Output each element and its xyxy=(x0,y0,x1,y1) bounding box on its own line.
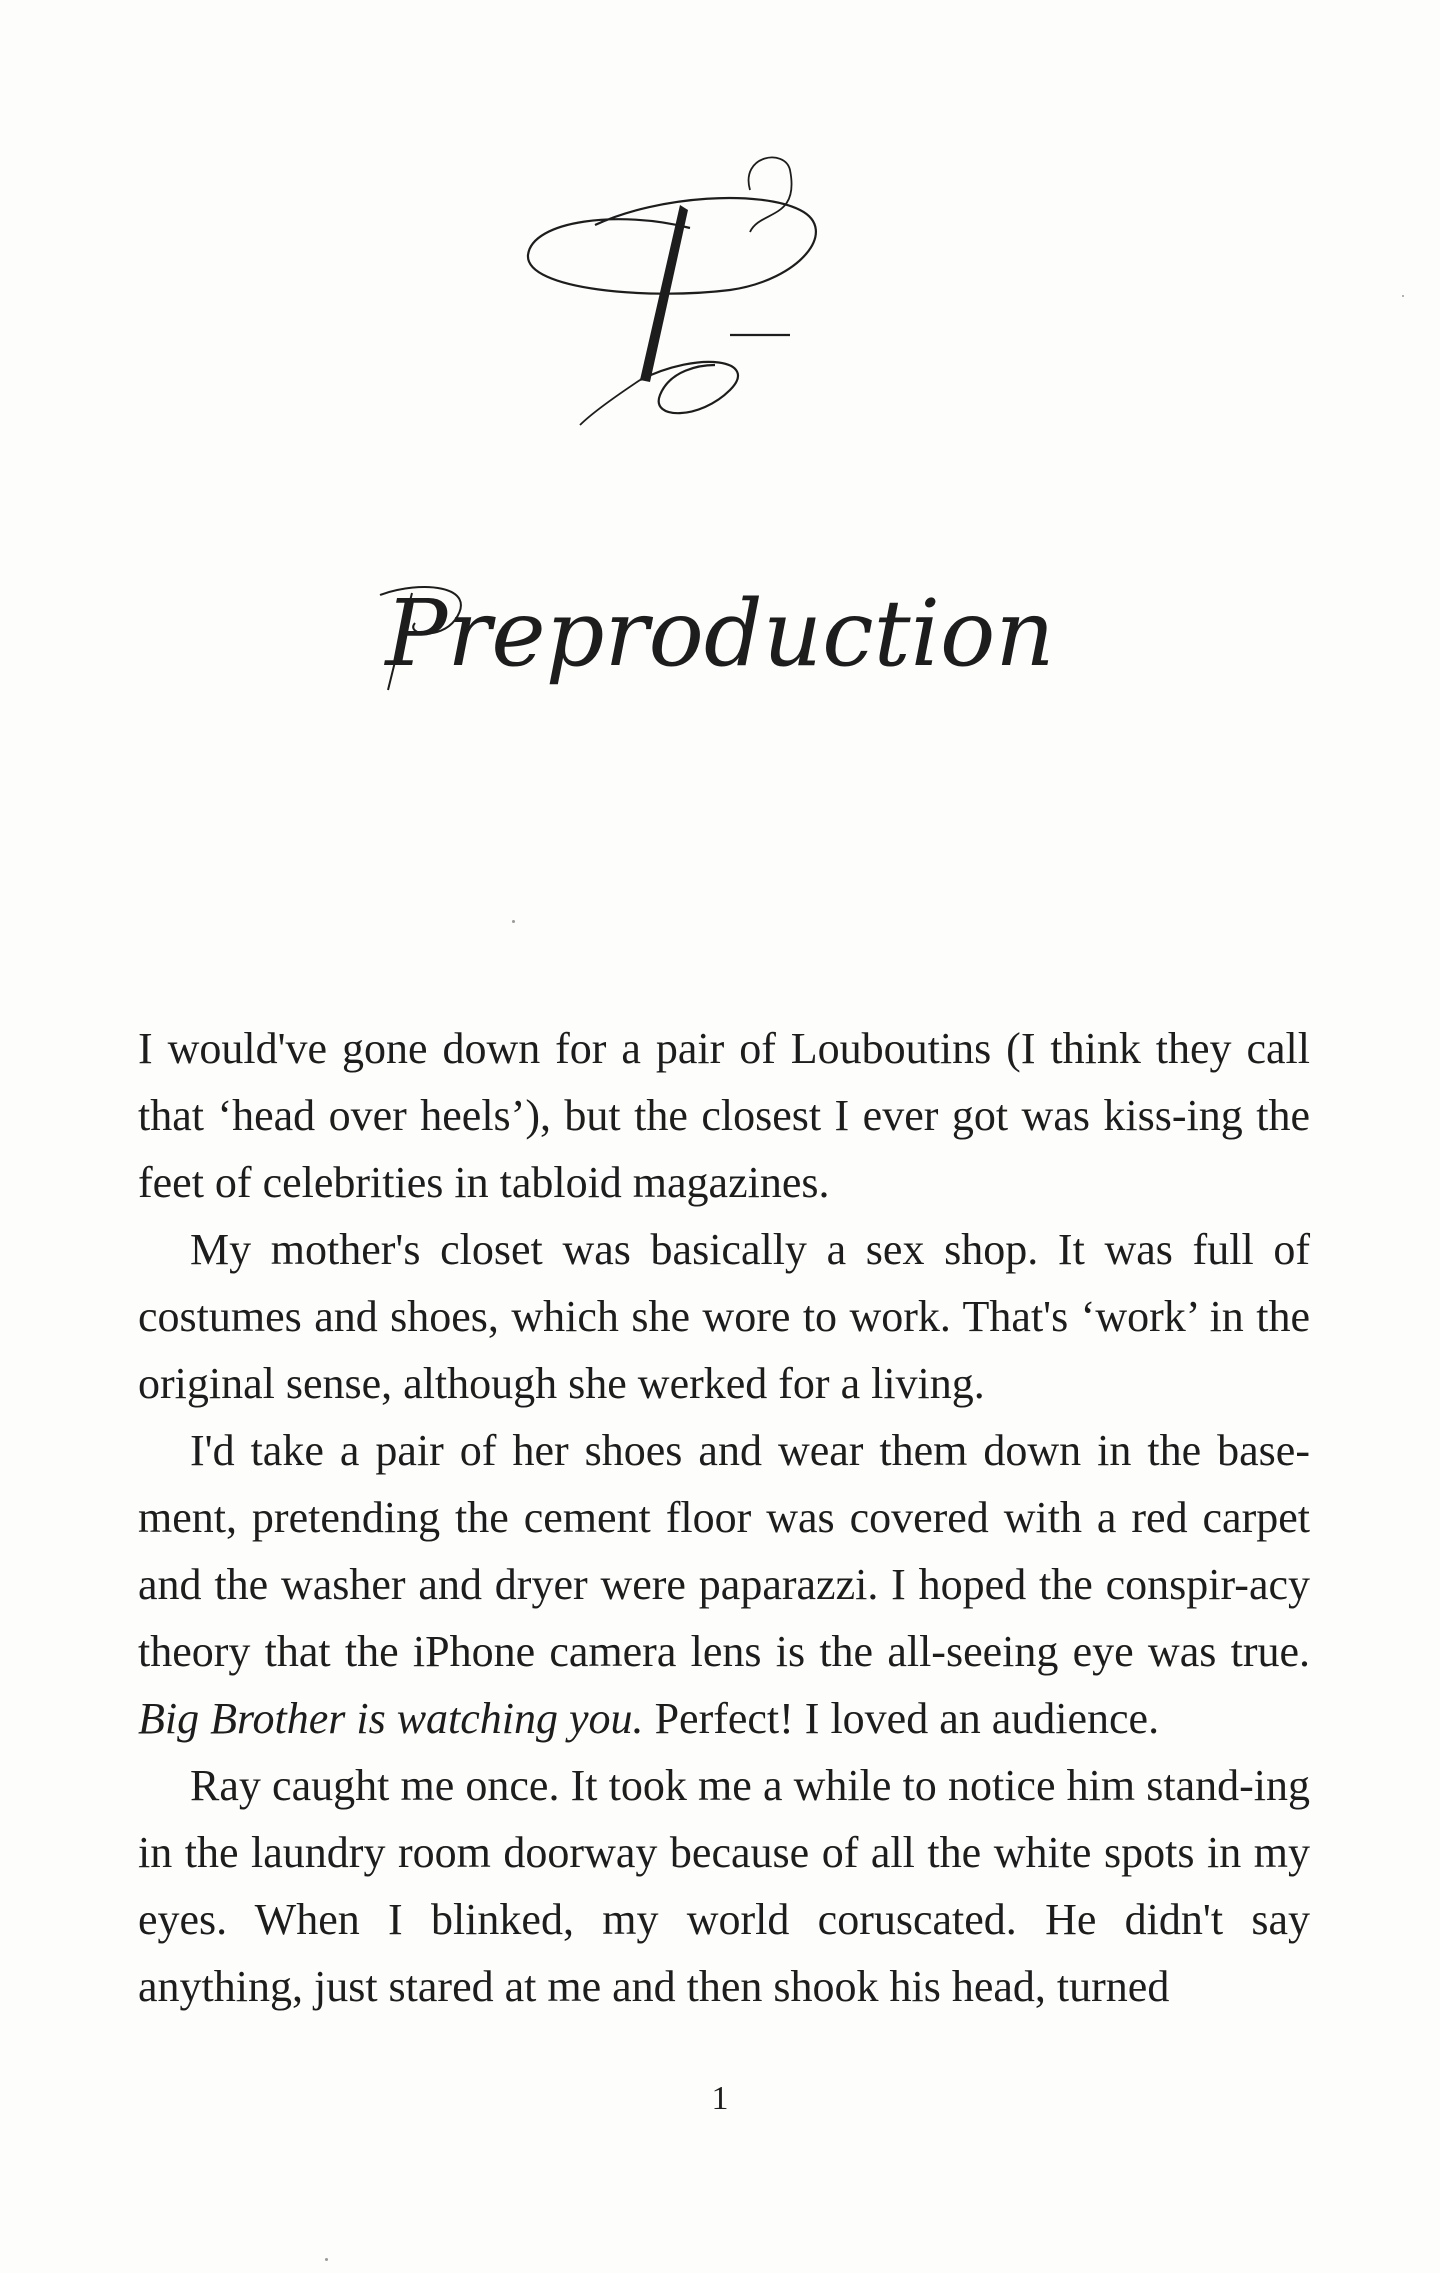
scan-speck xyxy=(512,920,515,923)
page-number: 1 xyxy=(711,2080,729,2117)
paragraph-1: I would've gone down for a pair of Louboutins (I think they call that ‘head over heels’), but the closest I ever got was kiss-ing the feet of celebrities in tabloid magazines. xyxy=(138,1024,1310,1207)
paragraph-2: My mother's closet was basically a sex shop. It was full of costumes and shoes, which she wore to work. That's ‘work’ in the original sense, although she werked for a living. xyxy=(138,1225,1310,1408)
scan-speck xyxy=(1402,295,1404,297)
chapter-title-script xyxy=(360,575,1080,725)
paragraph-3-emphasis: Big Brother is watching you. xyxy=(138,1694,644,1743)
paragraph-3 xyxy=(138,1417,1310,1752)
chapter-number-flourish xyxy=(500,150,920,570)
paragraph-3-text-after: Perfect! I loved an audience. xyxy=(643,1694,1160,1743)
paragraph-3-text-before: I'd take a pair of her shoes and wear them down in the base-ment, pretending the cement floor was covered with a red carpet and the washer and dryer were paparazzi. I hoped the conspir-acy theory that the iPhone camera lens is the all-seeing eye was true. xyxy=(138,1426,1310,1676)
scan-speck xyxy=(325,2258,328,2261)
body-text xyxy=(138,1015,1310,2020)
paragraph-4: Ray caught me once. It took me a while to notice him stand-ing in the laundry room doorway because of all the white spots in my eyes. When I blinked, my world coruscated. He didn't say anything, just stared at me and then shook his head, turned xyxy=(138,1761,1310,2011)
chapter-title: Preproduction xyxy=(385,580,1055,687)
